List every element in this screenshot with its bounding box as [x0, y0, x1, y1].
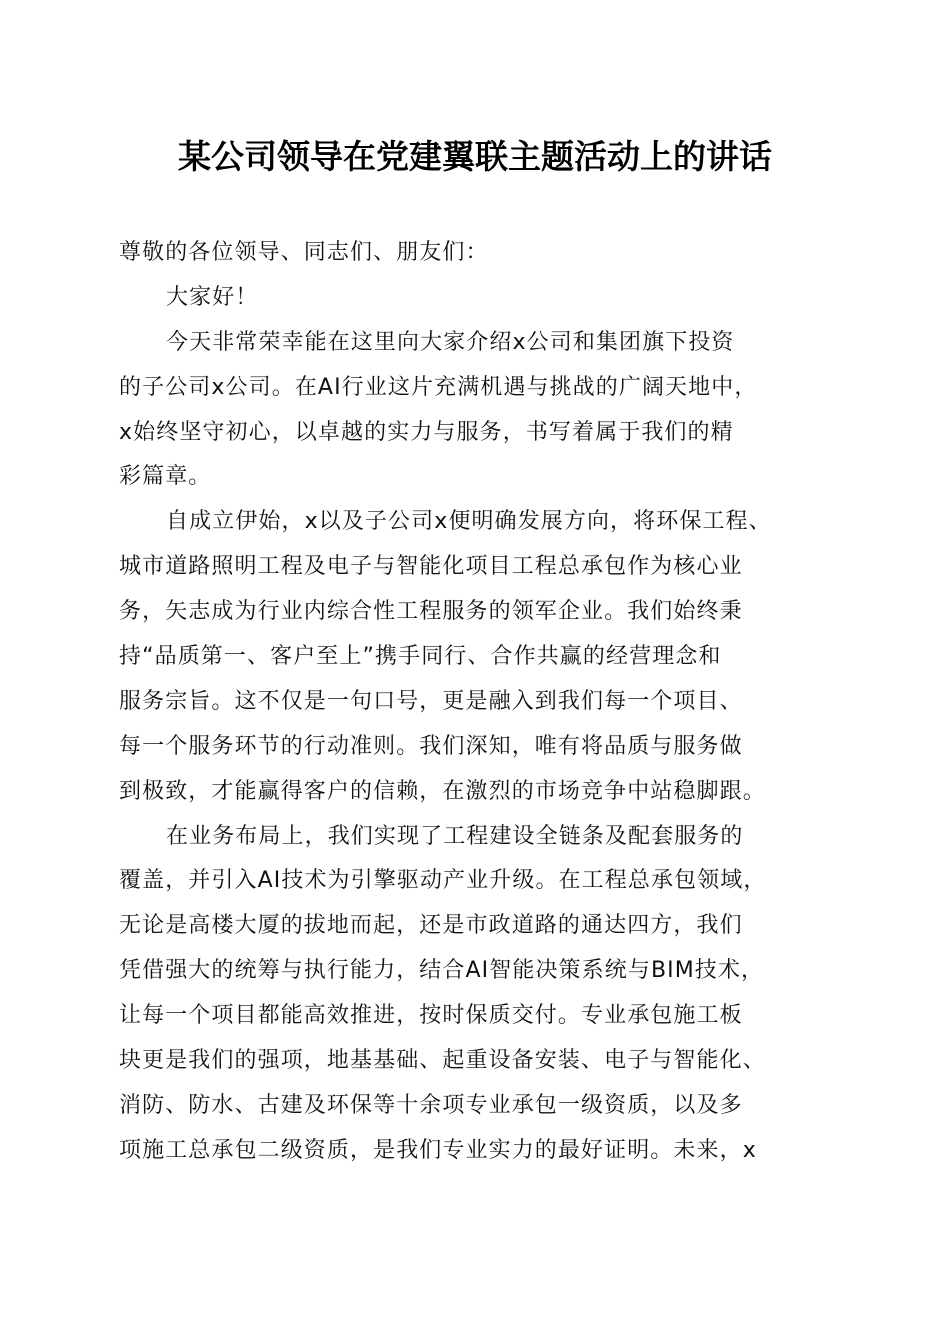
paragraph-line: 自成立伊始，x以及子公司x便明确发展方向，将环保工程、 [166, 509, 772, 535]
greeting: 大家好！ [166, 284, 259, 310]
paragraph-line: 持“品质第一、客户至上”携手同行、合作共赢的经营理念和 [119, 644, 722, 670]
salutation: 尊敬的各位领导、同志们、朋友们： [119, 240, 489, 265]
paragraph-line: 项施工总承包二级资质，是我们专业实力的最好证明。未来，x [119, 1137, 757, 1163]
document-body [119, 231, 839, 1174]
paragraph-line: 的子公司x公司。在AI行业这片充满机遇与挑战的广阔天地中， [119, 374, 758, 400]
paragraph-line: 凭借强大的统筹与执行能力，结合AI智能决策系统与BIM技术， [119, 958, 765, 984]
paragraph-line: 彩篇章。 [119, 464, 212, 490]
paragraph-line: 在业务布局上，我们实现了工程建设全链条及配套服务的 [166, 823, 744, 849]
paragraph-line: 让每一个项目都能高效推进，按时保质交付。专业承包施工板 [119, 1003, 743, 1029]
paragraph-line: 无论是高楼大厦的拔地而起，还是市政道路的通达四方，我们 [119, 913, 743, 939]
paragraph-line: 覆盖，并引入AI技术为引擎驱动产业升级。在工程总承包领域， [119, 868, 767, 894]
paragraph-line: 务，矢志成为行业内综合性工程服务的领军企业。我们始终秉 [119, 599, 743, 625]
paragraph-line: 今天非常荣幸能在这里向大家介绍x公司和集团旗下投资 [166, 329, 735, 355]
paragraph-line: 服务宗旨。这不仅是一句口号，更是融入到我们每一个项目、 [119, 688, 743, 714]
paragraph-line: x始终坚守初心，以卓越的实力与服务，书写着属于我们的精 [119, 419, 734, 445]
paragraph-1 [119, 321, 839, 501]
paragraph-line: 消防、防水、古建及环保等十余项专业承包一级资质，以及多 [119, 1092, 743, 1118]
paragraph-line: 到极致，才能赢得客户的信赖，在激烈的市场竞争中站稳脚跟。 [119, 778, 766, 804]
document-title: 某公司领导在党建翼联主题活动上的讲话 [178, 137, 772, 176]
paragraph-line: 块更是我们的强项，地基基础、起重设备安装、电子与智能化、 [119, 1048, 766, 1074]
paragraph-line: 每一个服务环节的行动准则。我们深知，唯有将品质与服务做 [119, 733, 743, 759]
paragraph-3 [119, 815, 839, 1174]
paragraph-2 [119, 500, 839, 814]
paragraph-line: 城市道路照明工程及电子与智能化项目工程总承包作为核心业 [119, 554, 743, 580]
